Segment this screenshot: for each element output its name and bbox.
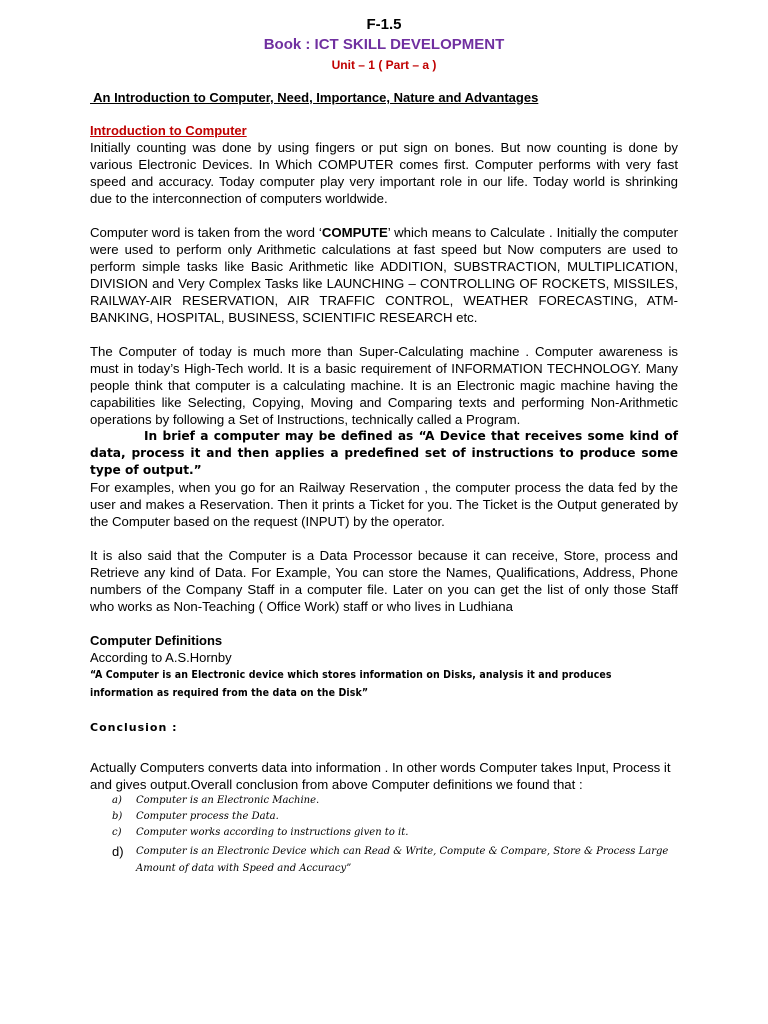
list-marker: b) [112,811,123,822]
unit-label: Unit – 1 ( Part – a ) [331,58,437,72]
intro-heading: Introduction to Computer [90,123,247,138]
book-title: Book : ICT SKILL DEVELOPMENT [263,36,505,53]
list-marker: a) [112,795,122,806]
hornby-quote: “A Computer is an Electronic device which stores information on Disks, analysis it and produces information as required from the data on the Disk” [90,669,612,699]
para2-suffix: ’ which means to Calculate . Initially the computer were used to perform only Arithmetic calculations at fast speed but Now computers are used to perform simple tasks like Basic Arithmetic like ADDITION, SUBSTRACTION, MULTIPLICATION, DIVISION and Very Complex Tasks like LAUNCHING – CONTROLLING OF ROCKETS, MISSILES, RAILWAY-AIR RESERVATION, AIR TRAFFIC CONTROL, WEATHER FORECASTING, ATM-BANKING, HOSPITAL, BUSINESS, SCIENTIFIC RESEARCH etc. [90,225,678,325]
list-item [90,843,678,877]
list-item [90,825,678,841]
intro-paragraph-3: The Computer of today is much more than Super-Calculating machine . Computer awareness is must in today’s High-Tech world. It is a basic requirement of INFORMATION TECHNOLOGY. Many people think that computer is a calculating machine. It is an Electronic magic machine having the capabilities like Selecting, Copying, Moving and Comparing texts and performing Non-Arithmetic operations by following a Set of Instructions, technically called a Program. [90,344,678,427]
compute-word: COMPUTE [321,225,388,240]
list-marker: d) [112,844,124,859]
document-page [90,16,678,877]
intro-paragraph-2 [90,224,678,326]
definitions-according: According to A.S.Hornby [90,650,232,665]
list-item [90,809,678,825]
intro-paragraph-5: It is also said that the Computer is a Data Processor because it can receive, Store, process and Retrieve any kind of Data. For Example, You can store the Names, Qualifications, Address, Phone numbers of the Company Staff in a computer file. Later on you can get the list of only those Staff who works as Non-Teaching ( Office Work) staff or who lives in Ludhiana [90,548,678,614]
definition-statement: In brief a computer may be defined as “A Device that receives some kind of data, process it and then applies a predefined set of instructions to produce some type of output.” [90,429,678,477]
conclusion-text: Actually Computers converts data into information . In other words Computer takes Input, Process it and gives output.Overall conclusion from above Computer definitions we found that : [90,760,671,792]
list-item-text: Computer is an Electronic Device which can Read & Write, Compute & Compare, Store & Process Large Amount of data with Speed and Accuracy” [136,846,669,874]
document-code: F-1.5 [366,16,402,33]
conclusion-heading: Conclusion : [90,721,178,734]
list-item-text: Computer process the Data. [136,811,279,822]
list-item [90,793,678,809]
list-item-text: Computer works according to instructions given to it. [136,827,409,838]
definitions-heading: Computer Definitions [90,633,223,648]
conclusion-list [90,793,678,877]
list-marker: c) [112,827,122,838]
para2-prefix: Computer word is taken from the word ‘ [90,225,322,240]
intro-paragraph-4: For examples, when you go for an Railway Reservation , the computer process the data fed by the user and makes a Reservation. Then it prints a Ticket for you. The Ticket is the Output generated by the Computer based on the request (INPUT) by the operator. [90,480,678,529]
list-item-text: Computer is an Electronic Machine. [136,795,320,806]
intro-paragraph-1: Initially counting was done by using fingers or put sign on bones. But now counting is done by various Electronic Devices. In Which COMPUTER comes first. Computer performs with very fast speed and accuracy. Today computer play very important role in our life. Today world is shrinking due to the interconnection of computers worldwide. [90,140,678,206]
main-heading: An Introduction to Computer, Need, Importance, Nature and Advantages [90,90,539,105]
